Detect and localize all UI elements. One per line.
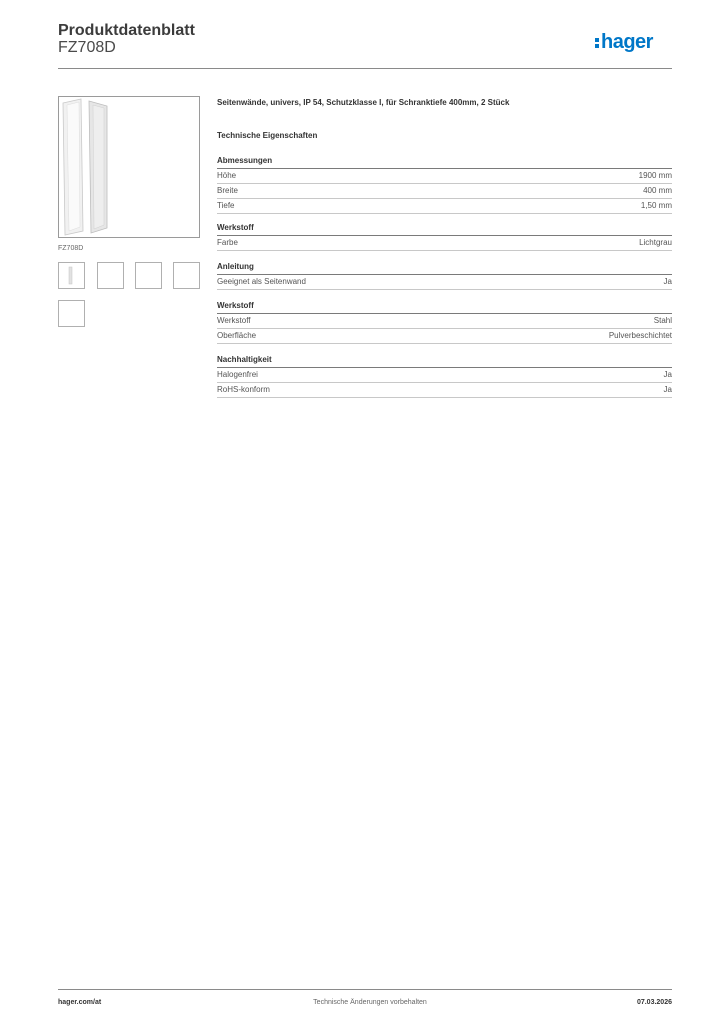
row-label: Halogenfrei xyxy=(217,370,258,379)
row-value: 400 mm xyxy=(643,186,672,195)
row-value: 1,50 mm xyxy=(640,201,672,210)
row-label: Tiefe xyxy=(217,201,235,210)
footer-date: 07.03.2026 xyxy=(636,999,672,1006)
section-title: Werkstoff xyxy=(217,299,672,314)
row-label: Werkstoff xyxy=(217,316,251,325)
thumbnail-5[interactable] xyxy=(58,300,85,327)
section-abmessungen xyxy=(217,154,672,214)
table-row xyxy=(217,169,672,184)
row-value: Ja xyxy=(663,370,672,379)
section-nachhaltigkeit xyxy=(217,353,672,398)
product-description: Seitenwände, univers, IP 54, Schutzklasse I, für Schranktiefe 400mm, 2 Stück xyxy=(217,98,510,107)
row-label: Geeignet als Seitenwand xyxy=(217,277,306,286)
table-row xyxy=(217,236,672,251)
row-label: Breite xyxy=(217,186,238,195)
row-label: Farbe xyxy=(217,238,238,247)
page-title: Produktdatenblatt xyxy=(58,22,195,39)
table-row xyxy=(217,184,672,199)
product-image[interactable] xyxy=(58,96,200,238)
section-werkstoff-material xyxy=(217,299,672,344)
header-divider xyxy=(58,68,672,69)
footer-divider xyxy=(58,989,672,990)
product-code: FZ708D xyxy=(58,39,116,56)
thumbnail-1[interactable] xyxy=(58,262,85,289)
table-row xyxy=(217,275,672,290)
brand-wordmark: hager xyxy=(601,31,653,53)
technical-properties-heading: Technische Eigenschaften xyxy=(217,131,318,140)
row-value: Lichtgrau xyxy=(639,238,672,247)
thumbnail-3[interactable] xyxy=(135,262,162,289)
table-row xyxy=(217,314,672,329)
row-value: Pulverbeschichtet xyxy=(608,331,672,340)
row-label: Höhe xyxy=(217,171,237,180)
section-title: Werkstoff xyxy=(217,221,672,236)
table-row xyxy=(217,383,672,398)
thumbnail-2[interactable] xyxy=(97,262,124,289)
row-value: Ja xyxy=(663,385,672,394)
section-title: Anleitung xyxy=(217,260,672,275)
thumbnail-4[interactable] xyxy=(173,262,200,289)
hager-logo xyxy=(594,29,674,55)
row-value: 1900 mm xyxy=(638,171,672,180)
image-caption: FZ708D xyxy=(58,245,84,252)
footer-website-link[interactable]: hager.com/at xyxy=(58,999,102,1006)
section-werkstoff-farbe xyxy=(217,221,672,251)
side-panel-thumb-icon xyxy=(59,263,84,288)
row-value: Ja xyxy=(663,277,672,286)
section-title: Nachhaltigkeit xyxy=(217,353,672,368)
row-label: Oberfläche xyxy=(217,331,257,340)
table-row xyxy=(217,368,672,383)
table-row xyxy=(217,199,672,214)
footer-notice: Technische Änderungen vorbehalten xyxy=(313,999,427,1006)
section-title: Abmessungen xyxy=(217,154,672,169)
side-panel-illustration xyxy=(59,97,199,237)
table-row xyxy=(217,329,672,344)
row-label: RoHS-konform xyxy=(217,385,270,394)
section-anleitung xyxy=(217,260,672,290)
row-value: Stahl xyxy=(653,316,672,325)
